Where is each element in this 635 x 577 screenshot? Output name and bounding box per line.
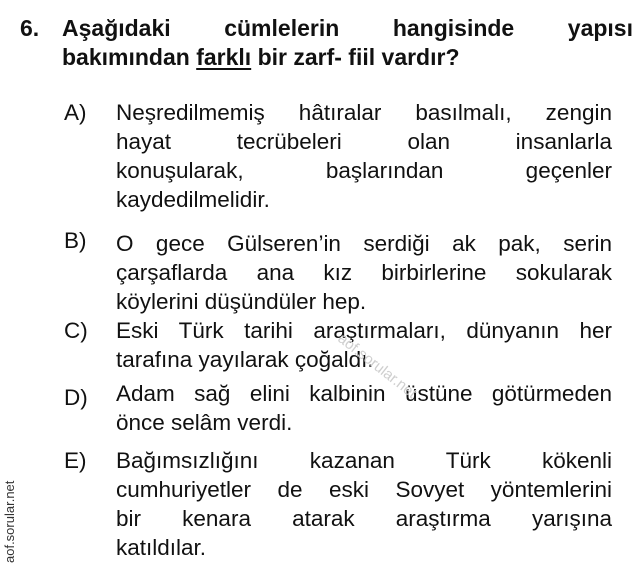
option-line: Bağımsızlığını kazanan Türk kökenli [116, 448, 612, 473]
option-line: Adam sağ elini kalbinin üstüne götürmeden [116, 381, 612, 406]
option-line: hayat tecrübeleri olan insanlarla [116, 129, 612, 154]
option-b-label: B) [64, 228, 87, 253]
option-b-text [116, 229, 612, 316]
option-a-label: A) [64, 100, 87, 125]
option-line: konuşularak, başlarından geçenler [116, 158, 612, 183]
option-line: cumhuriyetler de eski Sovyet yöntemlerini [116, 477, 612, 502]
question-text-line-2: bakımından farklı bir zarf- fiil vardır? [62, 44, 460, 70]
option-line: bir kenara atarak araştırma yarışına [116, 506, 612, 531]
option-line: Eski Türk tarihi araştırmaları, dünyanın her [116, 318, 612, 343]
option-line: Neşredilmemiş hâtıralar basılmalı, zengin [116, 100, 612, 125]
watermark: aof.sorular.net [334, 330, 420, 402]
option-line: çarşaflarda ana kız birbirlerine sokularak [116, 260, 612, 285]
question-text-line-1: Aşağıdaki cümlelerin hangisinde yapısı [62, 15, 633, 41]
option-a-text [116, 98, 612, 214]
option-line: O gece Gülseren’in serdiği ak pak, serin [116, 231, 612, 256]
option-e-label: E) [64, 448, 87, 473]
option-c-label: C) [64, 318, 88, 343]
option-line: katıldılar. [116, 535, 207, 560]
side-site-label: aof.sorular.net [2, 480, 17, 563]
question-number: 6. [20, 15, 40, 41]
option-e-text [116, 446, 612, 562]
option-line: kaydedilmelidir. [116, 187, 270, 212]
option-line: köylerini düşündüler hep. [116, 289, 367, 314]
option-d-text [116, 379, 612, 437]
option-line: önce selâm verdi. [116, 410, 293, 435]
option-line: tarafına yayılarak çoğaldı. [116, 347, 374, 372]
option-d-label: D) [64, 385, 88, 410]
underlined-word: farklı [196, 44, 252, 70]
